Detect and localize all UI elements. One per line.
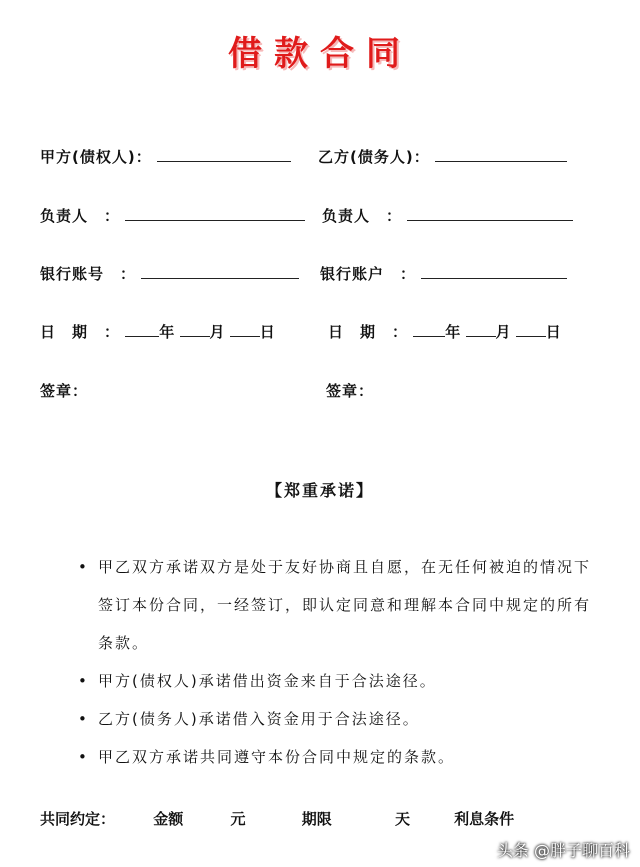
party-a-month-label: 月 [209, 323, 225, 341]
agreement-row [40, 808, 514, 829]
party-b-month-label: 月 [495, 323, 511, 341]
party-a-name-blank[interactable] [157, 147, 291, 162]
party-a-sign-row [40, 380, 88, 401]
party-b-month-blank[interactable] [466, 322, 496, 337]
party-a-month-blank[interactable] [180, 322, 210, 337]
party-a-person-row [40, 205, 305, 226]
party-a-name-label: 甲方(债权人)： [40, 148, 152, 166]
bullet-icon: • [78, 710, 89, 728]
party-a-day-label: 日 [259, 323, 275, 341]
bullet-icon: • [78, 748, 89, 766]
amount-label: 金额 [153, 810, 184, 828]
party-b-name-label: 乙方(债务人)： [318, 148, 430, 166]
party-b-date-label: 日 期 ： [328, 323, 409, 341]
party-b-sign-label: 签章： [326, 382, 375, 400]
party-b-bank-label: 银行账户 ： [320, 265, 417, 283]
party-a-year-blank[interactable] [125, 322, 159, 337]
list-item [78, 548, 598, 662]
bullet-icon: • [78, 672, 89, 690]
party-a-person-blank[interactable] [125, 206, 305, 221]
party-a-day-blank[interactable] [230, 322, 260, 337]
day-label: 天 [394, 810, 410, 828]
watermark: 头条 @胖子聊百科 [496, 841, 630, 860]
list-item [78, 662, 598, 700]
party-b-sign-row [326, 380, 374, 401]
party-a-bank-label: 银行账号 ： [40, 265, 137, 283]
list-item [78, 700, 598, 738]
party-b-person-blank[interactable] [407, 206, 573, 221]
party-b-date-row [328, 321, 561, 342]
party-a-date-label: 日 期 ： [40, 323, 121, 341]
promise-text: 甲方(债权人)承诺借出资金来自于合法途径。 [98, 672, 437, 690]
party-b-bank-row [320, 263, 567, 284]
yuan-label: 元 [230, 810, 246, 828]
term-label: 期限 [301, 810, 332, 828]
party-b-person-label: 负责人 ： [322, 207, 403, 225]
party-b-year-blank[interactable] [413, 322, 445, 337]
party-a-sign-label: 签章： [40, 382, 89, 400]
party-a-year-label: 年 [159, 323, 175, 341]
list-item [78, 738, 598, 776]
party-b-year-label: 年 [445, 323, 461, 341]
party-a-bank-blank[interactable] [141, 264, 299, 279]
section-title: 【郑重承诺】 [265, 481, 374, 500]
party-b-person-row [322, 205, 573, 226]
party-a-person-label: 负责人 ： [40, 207, 121, 225]
party-a-name-row [40, 146, 291, 167]
party-b-day-blank[interactable] [516, 322, 546, 337]
party-b-name-blank[interactable] [435, 147, 567, 162]
promise-text: 甲乙双方承诺双方是处于友好协商且自愿，在无任何被迫的情况下签订本份合同，一经签订，即认定同意和理解本合同中规定的所有条款。 [98, 558, 592, 652]
party-b-bank-blank[interactable] [421, 264, 567, 279]
party-b-name-row [318, 146, 567, 167]
interest-label: 利息条件 [454, 810, 515, 828]
bullet-icon: • [78, 558, 89, 576]
agreement-label: 共同约定： [40, 810, 116, 828]
document-title: 借款合同 [228, 34, 412, 74]
promise-text: 甲乙双方承诺共同遵守本份合同中规定的条款。 [98, 748, 456, 766]
party-a-date-row [40, 321, 275, 342]
party-b-day-label: 日 [545, 323, 561, 341]
promise-text: 乙方(债务人)承诺借入资金用于合法途径。 [98, 710, 420, 728]
promise-list [78, 548, 598, 776]
party-a-bank-row [40, 263, 299, 284]
